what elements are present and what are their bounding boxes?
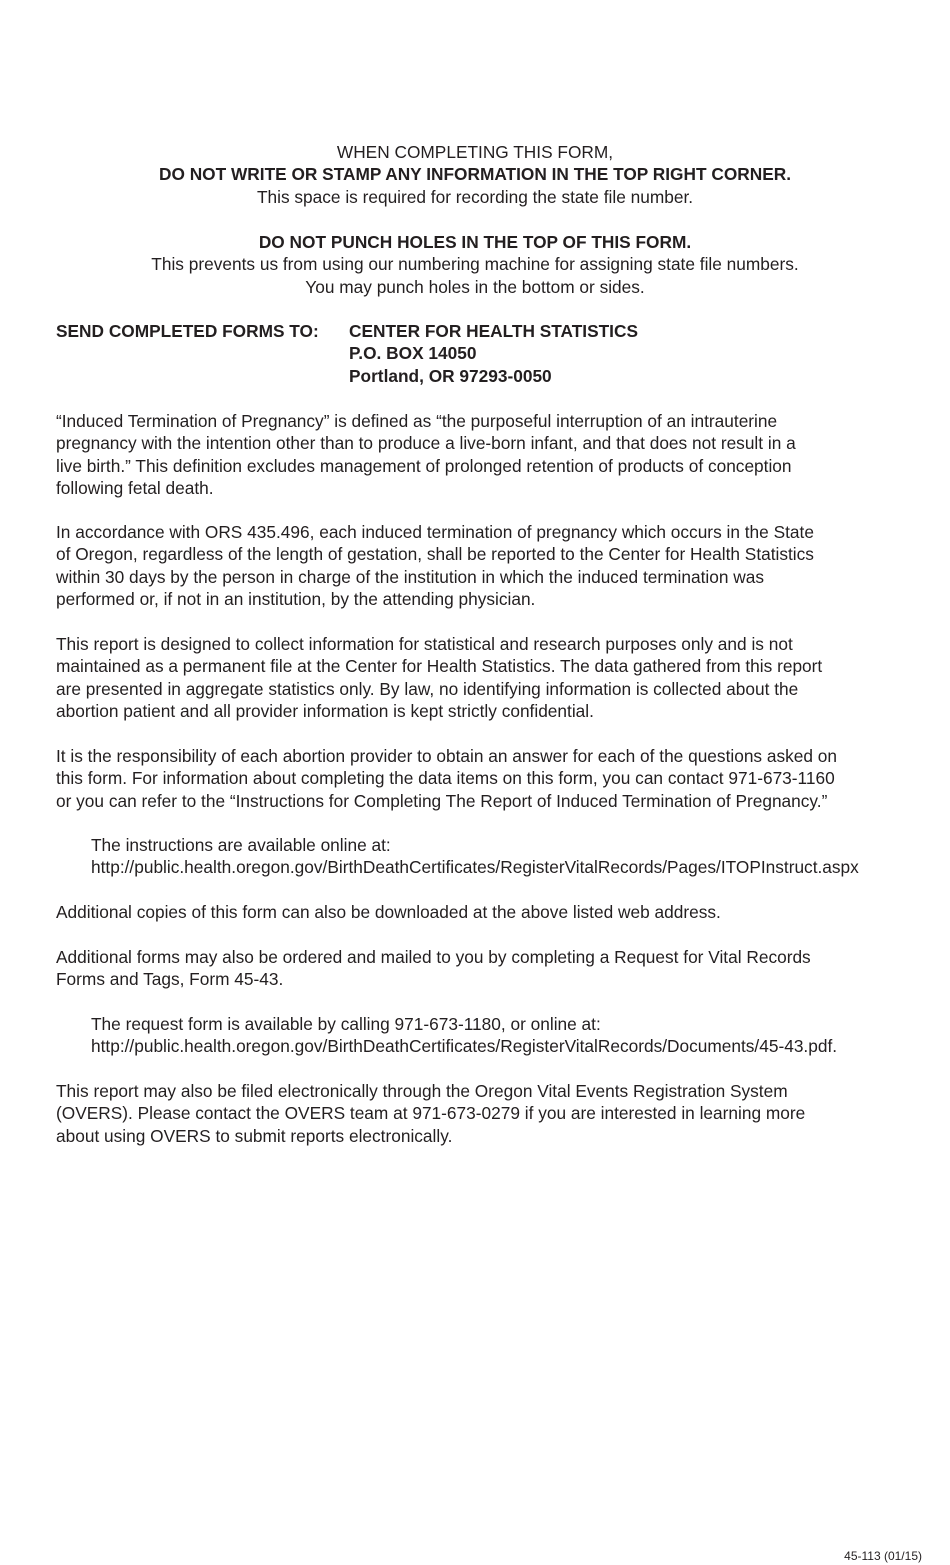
ors-paragraph — [56, 521, 904, 610]
responsibility-paragraph — [56, 745, 904, 812]
text-line: In accordance with ORS 435.496, each induced termination of pregnancy which occurs in the State — [56, 522, 814, 542]
notice-top-corner — [0, 141, 950, 208]
copies-paragraph — [56, 901, 904, 923]
send-to-label: SEND COMPLETED FORMS TO: — [56, 321, 319, 341]
text-line: It is the responsibility of each abortion provider to obtain an answer for each of the questions asked on — [56, 746, 838, 766]
text-line: within 30 days by the person in charge of the institution in which the induced termination was — [56, 566, 764, 587]
address-line-3: Portland, OR 97293-0050 — [349, 365, 552, 386]
text-line: this form. For information about completing the data items on this form, you can contact 971-673-1160 — [56, 768, 835, 789]
instructions-link-block — [91, 834, 941, 879]
request-form-block — [91, 1013, 941, 1058]
text-line: “Induced Termination of Pregnancy” is defined as “the purposeful interruption of an intrauterine — [56, 411, 778, 431]
text-line: Forms and Tags, Form 45-43. — [56, 969, 284, 990]
overs-paragraph — [56, 1080, 904, 1147]
text-line: of Oregon, regardless of the length of gestation, shall be reported to the Center for Health Statistics — [56, 544, 814, 565]
text-line: Additional copies of this form can also be downloaded at the above listed web address. — [56, 902, 721, 922]
punch-line-2: This prevents us from using our numbering machine for assigning state file numbers. — [151, 254, 799, 275]
text-line: (OVERS). Please contact the OVERS team at 971-673-0279 if you are interested in learning more — [56, 1103, 806, 1124]
notice-line-1: WHEN COMPLETING THIS FORM, — [336, 142, 614, 162]
notice-punch-holes — [0, 231, 950, 298]
text-line: The request form is available by calling 971-673-1180, or online at: — [91, 1014, 601, 1034]
text-line: about using OVERS to submit reports electronically. — [56, 1125, 453, 1146]
text-line: maintained as a permanent file at the Center for Health Statistics. The data gathered from this report — [56, 656, 823, 677]
text-line: live birth.” This definition excludes management of prolonged retention of products of conception — [56, 455, 792, 476]
punch-line-1: DO NOT PUNCH HOLES IN THE TOP OF THIS FORM. — [258, 232, 692, 252]
text-line: pregnancy with the intention other than to produce a live-born infant, and that does not result in a — [56, 433, 796, 454]
text-line: performed or, if not in an institution, by the attending physician. — [56, 588, 536, 609]
mailing-address — [349, 320, 638, 387]
form-number: 45-113 (01/15) — [844, 1549, 922, 1563]
text-line: Additional forms may also be ordered and mailed to you by completing a Request for Vital Records — [56, 947, 811, 967]
definition-paragraph — [56, 410, 904, 499]
text-line: following fetal death. — [56, 477, 214, 498]
text-line: This report is designed to collect information for statistical and research purposes only and is not — [56, 634, 793, 654]
request-form-url: http://public.health.oregon.gov/BirthDeathCertificates/RegisterVitalRecords/Documents/45-43.pdf. — [91, 1036, 838, 1057]
text-line: are presented in aggregate statistics only. By law, no identifying information is collected about the — [56, 678, 799, 699]
forms-order-paragraph — [56, 946, 904, 991]
address-line-2: P.O. BOX 14050 — [349, 343, 477, 364]
text-line: The instructions are available online at: — [91, 835, 391, 855]
punch-line-3: You may punch holes in the bottom or sides. — [305, 276, 645, 297]
report-purpose-paragraph — [56, 633, 904, 722]
instructions-url: http://public.health.oregon.gov/BirthDeathCertificates/RegisterVitalRecords/Pages/ITOPInstruct.aspx — [91, 857, 859, 878]
text-line: This report may also be filed electronically through the Oregon Vital Events Registration System — [56, 1081, 788, 1101]
text-line: abortion patient and all provider information is kept strictly confidential. — [56, 700, 594, 721]
notice-line-2: DO NOT WRITE OR STAMP ANY INFORMATION IN THE TOP RIGHT CORNER. — [158, 164, 792, 185]
address-line-1: CENTER FOR HEALTH STATISTICS — [349, 321, 638, 341]
notice-line-3: This space is required for recording the state file number. — [256, 186, 694, 207]
text-line: or you can refer to the “Instructions for Completing The Report of Induced Termination of Pregnancy.” — [56, 790, 828, 811]
